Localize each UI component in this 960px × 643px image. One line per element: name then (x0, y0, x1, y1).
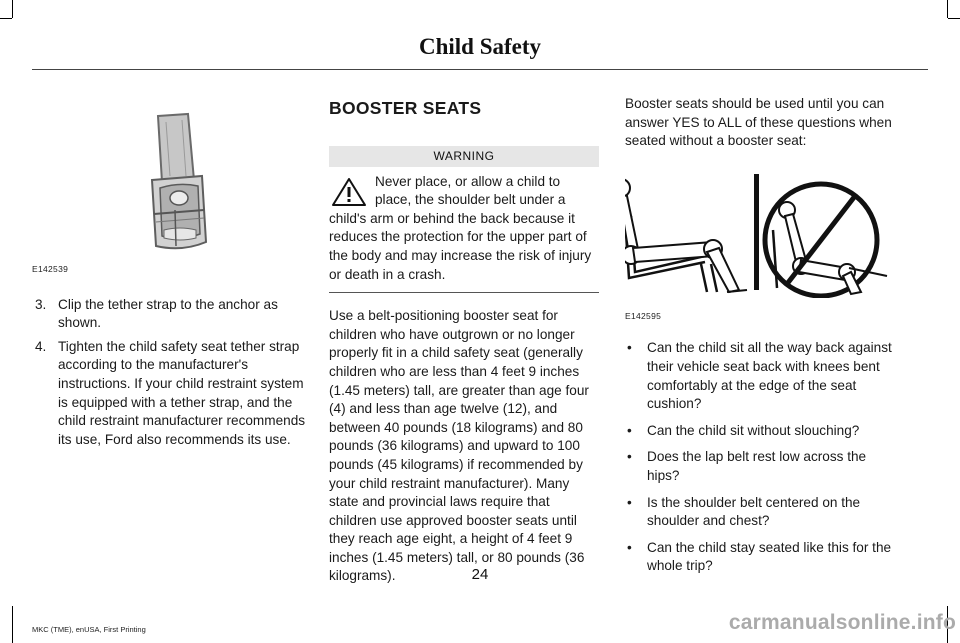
figure-id: E142595 (625, 310, 662, 321)
crop-mark (12, 606, 13, 643)
step-list (32, 296, 308, 450)
section-heading: BOOSTER SEATS (329, 98, 482, 118)
middle-column (329, 99, 599, 586)
right-column (625, 95, 898, 584)
bullet: • (627, 494, 632, 510)
watermark: carmanualsonline.info (728, 611, 956, 634)
edition-info: MKC (TME), enUSA, First Printing (32, 625, 146, 634)
warning-divider (329, 292, 599, 293)
question-text: Can the child sit all the way back against their vehicle seat back with knees bent comfortably at the edge of the seat cushion? (647, 340, 892, 412)
crop-mark (947, 0, 948, 18)
seat-posture-illustration (625, 168, 898, 298)
warning-triangle-icon (331, 177, 367, 207)
step-text: Clip the tether strap to the anchor as shown. (58, 296, 278, 331)
bullet: • (627, 449, 632, 465)
booster-paragraph: Use a belt-positioning booster seat for children who have outgrown or no longer properly fit in a child safety seat (generally children who are less than 4 feet 9 inches (1.45 meters) tall, are greater than age four (4) and less than age twelve (12), and between 40 pounds (18 kilograms) and 80 pounds (36 kilograms) and upward to 100 pounds (45 kilograms) if recommended by your child restraint manufacturer). Many state and provincial laws require that children use approved booster seats until they reach age eight, a height of 4 feet 9 inches (1.45 meters) tall, or 80 pounds (36 kilograms). (329, 308, 589, 584)
question-text: Can the child stay seated like this for the whole trip? (647, 539, 892, 574)
list-item (625, 339, 898, 413)
figure-id: E142539 (32, 264, 69, 274)
step-text: Tighten the child safety seat tether strap according to the manufacturer's instructions. If your child restraint system is equipped with a tether strap, and the child restraint manufacturer recommends its use, Ford also recommends its use. (58, 338, 306, 447)
crop-mark (0, 18, 12, 19)
left-column (32, 110, 308, 454)
list-item (625, 448, 898, 485)
list-item (625, 422, 898, 441)
question-text: Can the child sit without slouching? (647, 422, 860, 438)
bullet: • (627, 422, 632, 438)
list-item (32, 338, 308, 450)
tether-buckle-illustration (32, 110, 308, 258)
intro-text: Booster seats should be used until you can answer YES to ALL of these questions when seated without a booster seat: (625, 96, 892, 149)
crop-mark (12, 0, 13, 18)
question-list (625, 339, 898, 576)
question-text: Does the lap belt rest low across the hips? (647, 449, 867, 483)
page-title: Child Safety (418, 34, 542, 59)
warning-box (329, 173, 599, 285)
crop-mark (948, 18, 960, 19)
warning-label: WARNING (329, 146, 599, 167)
warning-text: Never place, or allow a child to place, the shoulder belt under a child's arm or behind the back because it reduces the protection for the upper part of the body and may increase the risk of injury or death in a crash. (329, 173, 592, 282)
page-number: 24 (471, 566, 489, 583)
header-divider (32, 69, 928, 70)
list-item (625, 494, 898, 531)
list-item (32, 296, 308, 333)
question-text: Is the shoulder belt centered on the shoulder and chest? (647, 494, 861, 529)
step-number: 3. (35, 296, 47, 312)
bullet: • (627, 539, 632, 555)
step-number: 4. (35, 338, 47, 354)
bullet: • (627, 340, 632, 356)
